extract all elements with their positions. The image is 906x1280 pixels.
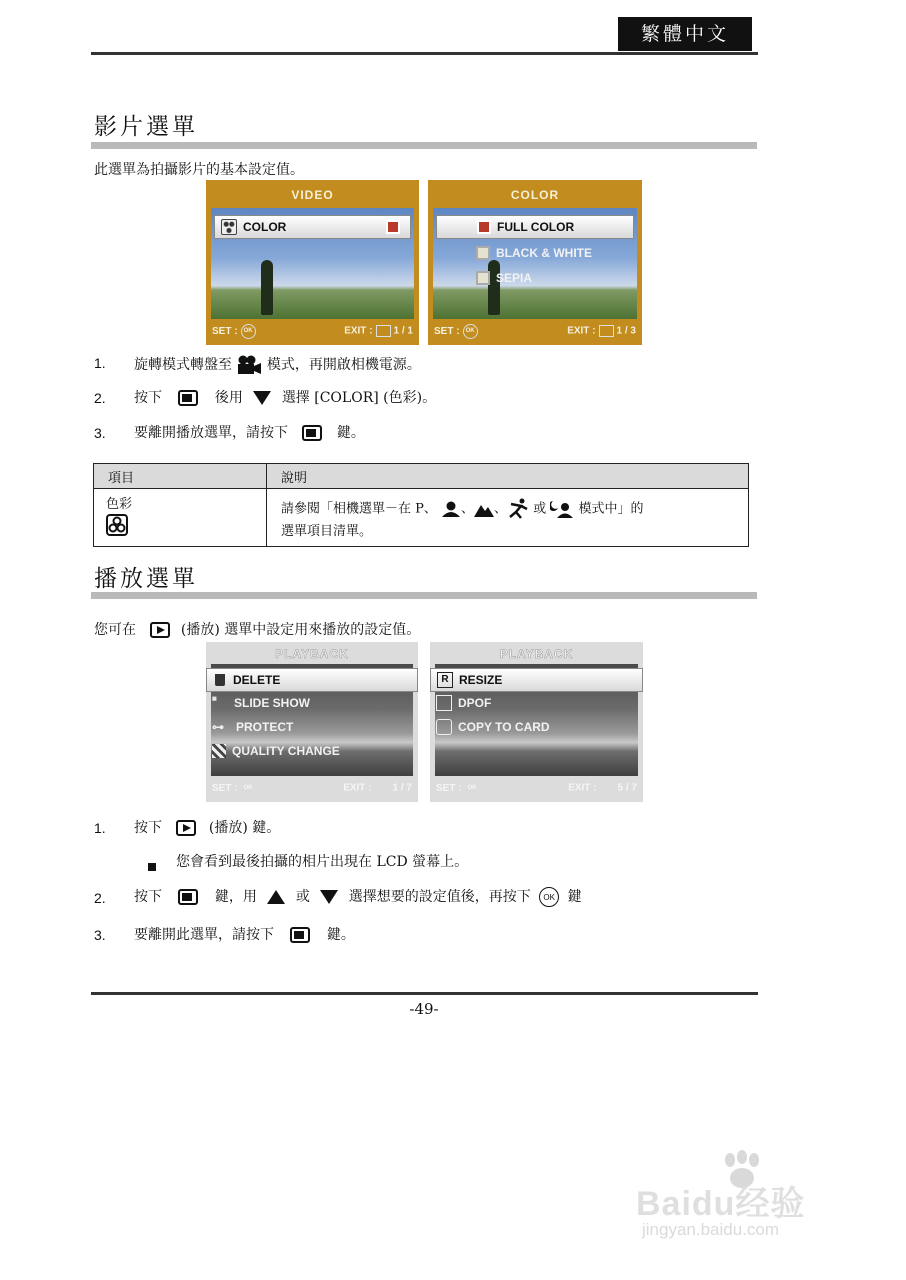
resize-icon: R [437, 672, 453, 688]
page-indicator: 1 / 3 [616, 325, 636, 337]
step-text: 模式，再開啟相機電源。 [266, 357, 421, 373]
menu-key-icon [302, 425, 322, 441]
step-number: 2. [94, 890, 106, 906]
screen-title: COLOR [510, 188, 560, 202]
playback-intro [94, 620, 420, 640]
down-arrow-icon [253, 391, 271, 405]
menu-item-label: SLIDE SHOW [234, 696, 311, 710]
exit-label: EXIT : [344, 325, 373, 337]
step-text: 旋轉模式轉盤至 [134, 357, 232, 373]
menu-box-icon [599, 325, 614, 337]
sports-mode-icon [507, 498, 529, 520]
full-color-icon [477, 220, 491, 234]
up-arrow-icon [267, 890, 285, 904]
set-label: SET : [436, 782, 462, 794]
ok-icon: OK [465, 781, 480, 796]
ok-icon: OK [241, 781, 256, 796]
menu-item-protect[interactable] [206, 716, 418, 738]
playback-menu-screen-1 [206, 642, 418, 802]
step-text: 鍵。 [336, 425, 365, 441]
step-text: 鍵，用 [214, 889, 257, 905]
step-text: 後用 [214, 390, 243, 406]
step-number: 1. [94, 355, 106, 371]
quality-icon [212, 744, 226, 758]
table-header-item: 項目 [94, 464, 267, 489]
bullet-marker [148, 856, 156, 875]
menu-item-label: DELETE [233, 673, 281, 687]
screen-footer [436, 780, 637, 796]
intro-text: (播放) 選單中設定用來播放的設定值。 [180, 622, 421, 638]
menu-key-icon [178, 390, 198, 406]
language-tag: 繁體中文 [618, 17, 752, 51]
table-cell-item [94, 489, 267, 547]
set-label: SET : [212, 782, 238, 794]
menu-item-dpof[interactable] [430, 692, 643, 714]
step-text: (播放) 鍵。 [208, 820, 281, 836]
screen-footer [212, 323, 413, 339]
page-indicator: 1 / 1 [393, 325, 413, 337]
color-mode-icon [221, 219, 237, 235]
set-label: SET : [434, 325, 460, 337]
menu-item-black-white[interactable] [436, 242, 634, 264]
portrait-mode-icon [441, 501, 461, 517]
intro-text: 您可在 [94, 622, 136, 638]
menu-box-icon [376, 325, 391, 337]
table-cell-description [267, 489, 749, 547]
video-menu-screen [206, 180, 419, 345]
menu-item-resize[interactable] [430, 668, 643, 692]
table-header-description: 說明 [267, 464, 749, 489]
description-text: 選單項目清單。 [281, 523, 373, 539]
screen-title: VIDEO [291, 188, 334, 202]
video-step-3 [134, 423, 365, 443]
video-intro: 此選單為拍攝影片的基本設定值。 [94, 162, 304, 178]
menu-item-label: COPY TO CARD [458, 720, 550, 734]
menu-key-icon [178, 889, 198, 905]
menu-item-sepia[interactable] [436, 267, 634, 289]
screen-title: PLAYBACK [275, 647, 349, 661]
color-mode-icon [106, 514, 128, 536]
step-text: 按下 [134, 390, 162, 406]
watermark-brand: Baidu经验 [636, 1185, 806, 1223]
slideshow-icon: ▦ [212, 696, 217, 702]
menu-item-full-color[interactable] [436, 215, 634, 239]
video-step-2 [134, 388, 436, 408]
menu-item-label: RESIZE [459, 673, 503, 687]
color-submenu-screen [428, 180, 642, 345]
playback-step-1 [134, 818, 280, 838]
ok-icon: OK [463, 324, 478, 339]
separator: 、 [461, 501, 475, 517]
step-text: 按下 [134, 889, 162, 905]
separator: 、 [494, 501, 508, 517]
trash-icon [215, 674, 225, 686]
step-number: 3. [94, 425, 106, 441]
dpof-icon [436, 695, 452, 711]
footer-rule [91, 992, 758, 995]
step-number: 3. [94, 927, 106, 943]
description-text: 請參閱「相機選單－在 P、 [281, 501, 437, 517]
step-text: 鍵 [567, 889, 582, 905]
menu-box-icon [600, 782, 615, 794]
menu-item-label: SEPIA [496, 271, 533, 285]
description-text: 或 [533, 501, 547, 517]
set-label: SET : [212, 325, 238, 337]
step-text: 按下 [134, 820, 162, 836]
description-text: 模式中」的 [578, 501, 644, 517]
page-indicator: 1 / 7 [392, 782, 412, 794]
menu-item-label: COLOR [243, 220, 287, 234]
play-key-icon [150, 622, 170, 638]
full-color-icon [386, 220, 400, 234]
menu-item-label: FULL COLOR [497, 220, 575, 234]
menu-item-label: QUALITY CHANGE [232, 744, 340, 758]
playback-menu-screen-2 [430, 642, 643, 802]
tree-silhouette [261, 260, 273, 315]
step-text: 鍵。 [326, 927, 355, 943]
menu-key-icon [290, 927, 310, 943]
header-rule [91, 52, 758, 55]
step-text: 要離開播放選單，請按下 [134, 425, 288, 441]
playback-step-3 [134, 925, 355, 945]
step-text: 選擇想要的設定值後，再按下 [348, 889, 531, 905]
menu-item-label: PROTECT [236, 720, 294, 734]
copy-card-icon [436, 719, 452, 735]
menu-item-quality-change[interactable] [206, 740, 418, 762]
watermark-url: jingyan.baidu.com [642, 1220, 780, 1239]
table-item-label: 色彩 [106, 497, 133, 512]
menu-item-copy-to-card[interactable] [430, 716, 643, 738]
video-menu-title: 影片選單 [94, 114, 198, 140]
page-indicator: 5 / 7 [617, 782, 637, 794]
video-step-1 [134, 355, 421, 375]
playback-step-2 [134, 887, 582, 907]
item-description-table [93, 463, 749, 547]
playback-bullet-note: 您會看到最後拍攝的相片出現在 LCD 螢幕上。 [176, 854, 469, 870]
step-number: 1. [94, 820, 106, 836]
step-number: 2. [94, 390, 106, 406]
playback-title-rule [91, 592, 757, 599]
screen-footer [212, 780, 412, 796]
menu-box-icon [375, 782, 390, 794]
page-number: -49- [409, 1000, 439, 1018]
down-arrow-icon [320, 890, 338, 904]
landscape-mode-icon [474, 501, 494, 517]
menu-item-slide-show[interactable] [206, 692, 418, 714]
sepia-icon [476, 271, 490, 285]
menu-item-label: BLACK & WHITE [496, 246, 592, 260]
ok-key-icon: OK [539, 887, 559, 907]
step-text: 選擇 [COLOR] (色彩)。 [281, 390, 437, 406]
menu-item-label: DPOF [458, 696, 492, 710]
playback-menu-title: 播放選單 [94, 566, 198, 592]
step-text: 要離開此選單，請按下 [134, 927, 274, 943]
play-key-icon [176, 820, 196, 836]
menu-item-color[interactable] [214, 215, 411, 239]
night-portrait-icon [550, 500, 574, 518]
step-text: 或 [295, 889, 310, 905]
baidu-watermark [628, 1150, 868, 1250]
key-icon: ⊶ [212, 720, 224, 734]
exit-label: EXIT : [343, 782, 372, 794]
movie-camera-icon [236, 355, 262, 375]
menu-item-delete[interactable] [206, 668, 418, 692]
video-title-rule [91, 142, 757, 149]
screen-footer [434, 323, 636, 339]
black-white-icon [476, 246, 490, 260]
exit-label: EXIT : [568, 782, 597, 794]
exit-label: EXIT : [567, 325, 596, 337]
screen-title: PLAYBACK [499, 647, 574, 661]
ok-icon: OK [241, 324, 256, 339]
